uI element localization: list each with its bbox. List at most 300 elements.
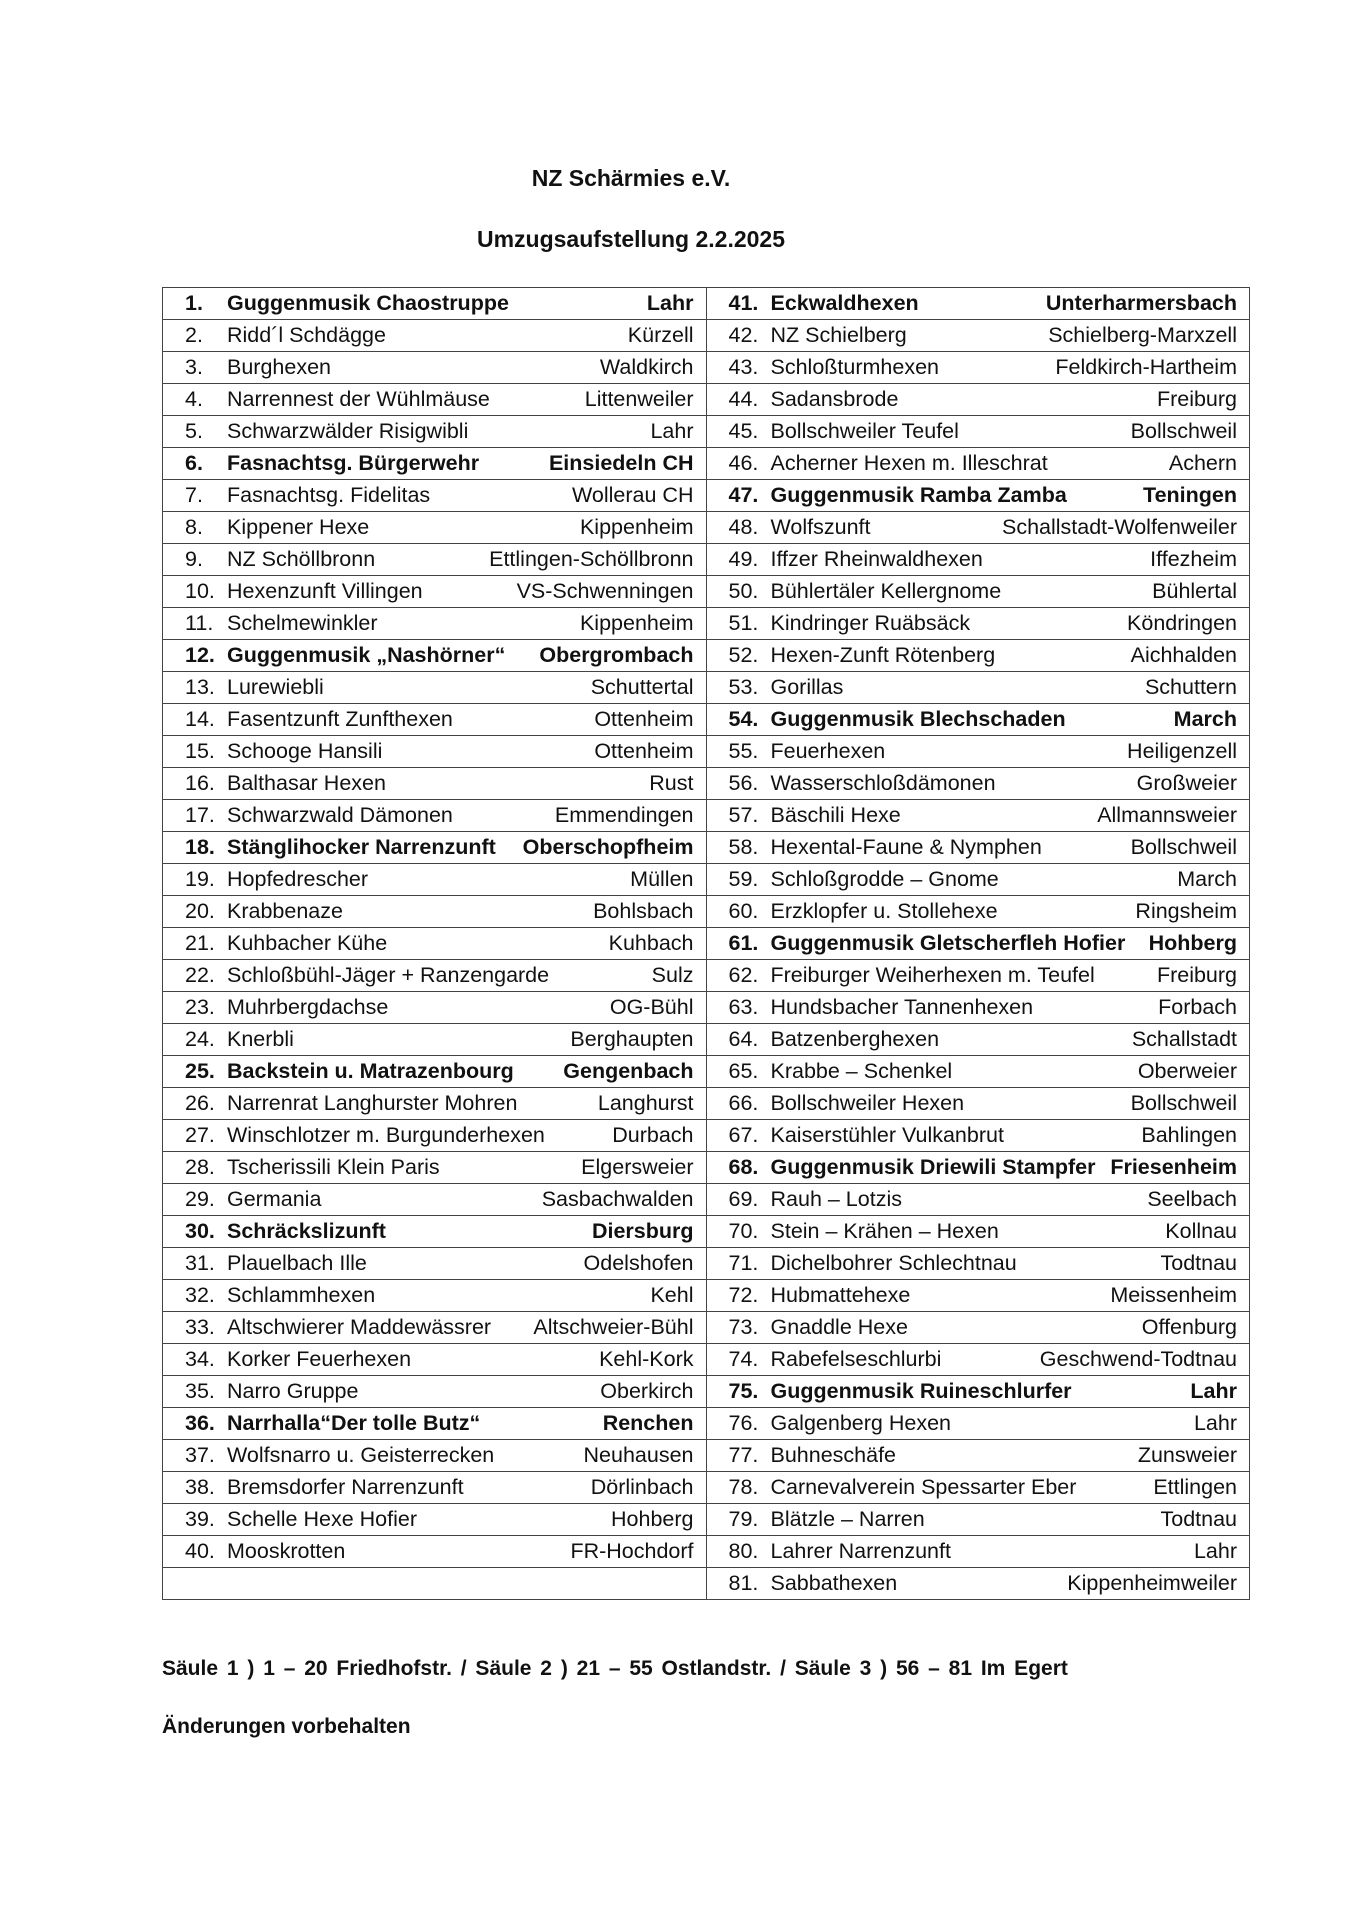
table-row [163, 992, 1250, 1024]
entry-place: Offenburg [1141, 1315, 1237, 1339]
entry-group-name: Erzklopfer u. Stollehexe [770, 899, 998, 923]
table-row [163, 384, 1250, 416]
entry-group-name: Altschwierer Maddewässrer [227, 1315, 492, 1339]
entry-number: 15. [185, 739, 215, 763]
lineup-entry [706, 1440, 1250, 1472]
entry-place: Lahr [1190, 1379, 1237, 1403]
lineup-entry [163, 800, 707, 832]
entry-place: Ottenheim [594, 739, 694, 763]
entry-group-name: Schräckslizunft [227, 1219, 386, 1243]
entry-group-name: Mooskrotten [227, 1539, 346, 1563]
lineup-entry [163, 1152, 707, 1184]
entry-group-name: Muhrbergdachse [227, 995, 389, 1019]
entry-number: 47. [728, 483, 759, 507]
entry-place: Einsiedeln CH [548, 451, 694, 475]
entry-number: 58. [728, 835, 759, 859]
lineup-entry [706, 512, 1250, 544]
entry-group-name: Fasnachtsg. Fidelitas [227, 483, 431, 507]
entry-group-name: Schelmewinkler [227, 611, 378, 635]
lineup-entry [163, 1536, 707, 1568]
entry-number: 69. [728, 1187, 759, 1211]
entry-number: 61. [728, 931, 759, 955]
lineup-entry [706, 1568, 1250, 1600]
entry-group-name: Hexen-Zunft Rötenberg [770, 643, 996, 667]
entry-place: Heiligenzell [1127, 739, 1237, 763]
entry-number: 75. [728, 1379, 759, 1403]
entry-place: Seelbach [1147, 1187, 1237, 1211]
entry-group-name: Schwarzwald Dämonen [227, 803, 453, 827]
table-row [163, 736, 1250, 768]
table-row [163, 288, 1250, 320]
entry-place: Schielberg-Marxzell [1048, 323, 1237, 347]
entry-group-name: Acherner Hexen m. Illeschrat [770, 451, 1048, 475]
table-row [163, 320, 1250, 352]
lineup-entry [163, 1056, 707, 1088]
lineup-entry [706, 1120, 1250, 1152]
entry-number: 62. [728, 963, 759, 987]
entry-place: Lahr [650, 419, 694, 443]
lineup-entry [163, 320, 707, 352]
entry-place: Freiburg [1156, 963, 1237, 987]
lineup-table-body [163, 288, 1250, 1600]
entry-place: Rust [649, 771, 694, 795]
entry-number: 13. [185, 675, 215, 699]
entry-group-name: Narro Gruppe [227, 1379, 359, 1403]
entry-group-name: Guggenmusik Gletscherfleh Hofier [770, 931, 1126, 955]
entry-group-name: Guggenmusik Blechschaden [770, 707, 1066, 731]
lineup-entry [163, 864, 707, 896]
entry-group-name: Guggenmusik Ramba Zamba [770, 483, 1067, 507]
entry-place: Iffezheim [1150, 547, 1237, 571]
entry-number: 74. [728, 1347, 759, 1371]
table-row [163, 800, 1250, 832]
entry-group-name: Eckwaldhexen [770, 291, 919, 315]
entry-place: Kollnau [1165, 1219, 1237, 1243]
lineup-entry [163, 1088, 707, 1120]
lineup-entry [163, 768, 707, 800]
changes-reserved-note: Änderungen vorbehalten [162, 1715, 411, 1738]
lineup-entry [163, 1568, 707, 1600]
entry-group-name: Galgenberg Hexen [770, 1411, 951, 1435]
lineup-entry [163, 832, 707, 864]
entry-number: 32. [185, 1283, 215, 1307]
entry-group-name: Sabbathexen [770, 1571, 898, 1595]
lineup-entry [706, 896, 1250, 928]
entry-number: 28. [185, 1155, 215, 1179]
lineup-entry [706, 1376, 1250, 1408]
entry-place: Diersburg [591, 1219, 694, 1243]
entry-place: Elgersweier [581, 1155, 694, 1179]
entry-group-name: Blätzle – Narren [770, 1507, 925, 1531]
entry-group-name: NZ Schielberg [770, 323, 907, 347]
entry-place: Altschweier-Bühl [533, 1315, 694, 1339]
table-row [163, 1440, 1250, 1472]
entry-number: 80. [728, 1539, 759, 1563]
entry-number: 68. [728, 1155, 759, 1179]
entry-group-name: Feuerhexen [770, 739, 886, 763]
entry-place: Waldkirch [599, 355, 694, 379]
entry-place: FR-Hochdorf [570, 1539, 694, 1563]
entry-number: 19. [185, 867, 215, 891]
entry-place: Geschwend-Todtnau [1039, 1347, 1237, 1371]
entry-place: Bollschweil [1130, 835, 1237, 859]
entry-place: Hohberg [1148, 931, 1237, 955]
lineup-entry [163, 960, 707, 992]
lineup-entry [706, 928, 1250, 960]
entry-group-name: Balthasar Hexen [227, 771, 386, 795]
entry-place: Kuhbach [608, 931, 694, 955]
entry-place: Kippenheimweiler [1067, 1571, 1237, 1595]
entry-number: 16. [185, 771, 215, 795]
lineup-entry [163, 512, 707, 544]
entry-group-name: Schwarzwälder Risigwibli [227, 419, 469, 443]
entry-group-name: Lurewiebli [227, 675, 324, 699]
entry-number: 27. [185, 1123, 215, 1147]
lineup-entry [163, 704, 707, 736]
lineup-entry [163, 416, 707, 448]
lineup-entry [163, 448, 707, 480]
lineup-entry [163, 640, 707, 672]
entry-group-name: Kippener Hexe [227, 515, 370, 539]
entry-place: Hohberg [611, 1507, 694, 1531]
lineup-entry [706, 1344, 1250, 1376]
lineup-entry [163, 1344, 707, 1376]
entry-group-name: Winschlotzer m. Burgunderhexen [227, 1123, 545, 1147]
lineup-entry [706, 800, 1250, 832]
entry-group-name: Schloßbühl-Jäger + Ranzengarde [227, 963, 550, 987]
entry-number: 38. [185, 1475, 215, 1499]
lineup-entry [706, 864, 1250, 896]
entry-group-name: NZ Schöllbronn [227, 547, 376, 571]
lineup-entry [163, 1312, 707, 1344]
lineup-entry [706, 1056, 1250, 1088]
entry-number: 1. [185, 291, 203, 315]
entry-place: Schuttertal [590, 675, 694, 699]
entry-group-name: Bollschweiler Teufel [770, 419, 959, 443]
entry-group-name: Guggenmusik Ruineschlurfer [770, 1379, 1072, 1403]
entry-place: Aichhalden [1130, 643, 1237, 667]
lineup-entry [706, 1088, 1250, 1120]
lineup-entry [706, 1472, 1250, 1504]
entry-place: Achern [1168, 451, 1237, 475]
entry-number: 33. [185, 1315, 215, 1339]
entry-place: Neuhausen [583, 1443, 694, 1467]
entry-place: Schuttern [1144, 675, 1237, 699]
entry-number: 25. [185, 1059, 215, 1083]
entry-place: Ottenheim [594, 707, 694, 731]
entry-number: 55. [728, 739, 759, 763]
entry-place: Bollschweil [1130, 419, 1237, 443]
entry-place: Odelshofen [583, 1251, 694, 1275]
entry-place: Todtnau [1160, 1507, 1237, 1531]
entry-group-name: Schloßturmhexen [770, 355, 939, 379]
entry-place: Renchen [602, 1411, 694, 1435]
lineup-entry [163, 1280, 707, 1312]
entry-place: Kippenheim [579, 515, 694, 539]
entry-group-name: Plauelbach Ille [227, 1251, 367, 1275]
entry-place: Bühlertal [1152, 579, 1237, 603]
entry-number: 39. [185, 1507, 215, 1531]
entry-number: 18. [185, 835, 215, 859]
lineup-entry [706, 992, 1250, 1024]
entry-place: March [1177, 867, 1237, 891]
entry-number: 10. [185, 579, 215, 603]
lineup-entry [163, 384, 707, 416]
entry-number: 40. [185, 1539, 215, 1563]
table-row [163, 480, 1250, 512]
lineup-table [162, 287, 1250, 1600]
entry-group-name: Guggenmusik Driewili Stampfer [770, 1155, 1096, 1179]
entry-number: 67. [728, 1123, 759, 1147]
entry-place: Lahr [1193, 1539, 1237, 1563]
entry-number: 79. [728, 1507, 759, 1531]
entry-number: 46. [728, 451, 759, 475]
entry-group-name: Iffzer Rheinwaldhexen [770, 547, 983, 571]
entry-place: Schallstadt [1131, 1027, 1237, 1051]
table-row [163, 576, 1250, 608]
entry-number: 53. [728, 675, 759, 699]
lineup-entry [163, 736, 707, 768]
entry-place: Todtnau [1160, 1251, 1237, 1275]
entry-number: 43. [728, 355, 759, 379]
entry-group-name: Hexenzunft Villingen [227, 579, 423, 603]
entry-place: Großweier [1136, 771, 1237, 795]
entry-number: 51. [728, 611, 759, 635]
lineup-entry [706, 288, 1250, 320]
lineup-entry [163, 288, 707, 320]
entry-group-name: Krabbenaze [227, 899, 343, 923]
entry-group-name: Narrhalla“Der tolle Butz“ [227, 1411, 481, 1435]
table-row [163, 1088, 1250, 1120]
entry-group-name: Carnevalverein Spessarter Eber [770, 1475, 1077, 1499]
entry-place: Bahlingen [1141, 1123, 1237, 1147]
lineup-entry [163, 1184, 707, 1216]
entry-group-name: Ridd´l Schdägge [227, 323, 386, 347]
entry-place: Zunsweier [1137, 1443, 1237, 1467]
entry-number: 37. [185, 1443, 215, 1467]
lineup-entry [706, 1536, 1250, 1568]
entry-number: 71. [728, 1251, 759, 1275]
entry-number: 70. [728, 1219, 759, 1243]
entry-number: 14. [185, 707, 215, 731]
table-row [163, 1504, 1250, 1536]
entry-number: 12. [185, 643, 215, 667]
entry-place: Kürzell [627, 323, 694, 347]
entry-number: 24. [185, 1027, 215, 1051]
entry-group-name: Backstein u. Matrazenbourg [227, 1059, 514, 1083]
entry-place: Dörlinbach [590, 1475, 694, 1499]
entry-number: 26. [185, 1091, 215, 1115]
table-row [163, 1568, 1250, 1600]
entry-place: Gengenbach [563, 1059, 694, 1083]
entry-group-name: Rabefelseschlurbi [770, 1347, 942, 1371]
column-assignment-note: Säule 1 ) 1 – 20 Friedhofstr. / Säule 2 ) 21 – 55 Ostlandstr. / Säule 3 ) 56 – 81 Im Egert [162, 1657, 1068, 1680]
lineup-entry [163, 1248, 707, 1280]
lineup-entry [706, 1152, 1250, 1184]
lineup-entry [163, 1376, 707, 1408]
entry-group-name: Bäschili Hexe [770, 803, 901, 827]
table-row [163, 832, 1250, 864]
entry-place: Bollschweil [1130, 1091, 1237, 1115]
entry-group-name: Guggenmusik Chaostruppe [227, 291, 509, 315]
table-row [163, 1248, 1250, 1280]
entry-group-name: Bremsdorfer Narrenzunft [227, 1475, 464, 1499]
entry-number: 30. [185, 1219, 215, 1243]
entry-number: 56. [728, 771, 759, 795]
entry-number: 44. [728, 387, 759, 411]
entry-group-name: Buhneschäfe [770, 1443, 897, 1467]
table-row [163, 608, 1250, 640]
entry-group-name: Hubmattehexe [770, 1283, 911, 1307]
lineup-entry [706, 576, 1250, 608]
entry-place: Lahr [646, 291, 694, 315]
entry-group-name: Kindringer Ruäbsäck [770, 611, 971, 635]
table-row [163, 864, 1250, 896]
lineup-entry [163, 928, 707, 960]
lineup-entry [163, 1120, 707, 1152]
entry-number: 50. [728, 579, 759, 603]
entry-number: 29. [185, 1187, 215, 1211]
entry-group-name: Schloßgrodde – Gnome [770, 867, 999, 891]
entry-group-name: Hexental-Faune & Nymphen [770, 835, 1042, 859]
entry-number: 73. [728, 1315, 759, 1339]
lineup-subtitle: Umzugsaufstellung 2.2.2025 [476, 226, 786, 252]
entry-place: VS-Schwenningen [516, 579, 694, 603]
lineup-entry [706, 1024, 1250, 1056]
lineup-entry [163, 672, 707, 704]
lineup-entry [163, 992, 707, 1024]
entry-place: Bohlsbach [593, 899, 694, 923]
entry-group-name: Burghexen [227, 355, 331, 379]
entry-place: Freiburg [1156, 387, 1237, 411]
table-row [163, 1472, 1250, 1504]
lineup-entry [163, 608, 707, 640]
entry-place: Feldkirch-Hartheim [1055, 355, 1237, 379]
lineup-entry [163, 1024, 707, 1056]
entry-number: 45. [728, 419, 759, 443]
entry-place: Langhurst [597, 1091, 694, 1115]
table-row [163, 896, 1250, 928]
lineup-entry [163, 1472, 707, 1504]
entry-group-name: Batzenberghexen [770, 1027, 940, 1051]
lineup-entry [706, 672, 1250, 704]
entry-number: 60. [728, 899, 759, 923]
entry-number: 78. [728, 1475, 759, 1499]
table-row [163, 1344, 1250, 1376]
entry-number: 17. [185, 803, 215, 827]
table-row [163, 448, 1250, 480]
entry-place: Sulz [651, 963, 694, 987]
entry-number: 49. [728, 547, 759, 571]
entry-place: Oberweier [1137, 1059, 1237, 1083]
entry-place: Kehl [650, 1283, 694, 1307]
lineup-entry [706, 480, 1250, 512]
entry-place: Ettlingen-Schöllbronn [489, 547, 694, 571]
table-row [163, 1024, 1250, 1056]
lineup-entry [163, 1440, 707, 1472]
entry-group-name: Krabbe – Schenkel [770, 1059, 953, 1083]
entry-number: 66. [728, 1091, 759, 1115]
entry-number: 21. [185, 931, 215, 955]
lineup-entry [706, 1408, 1250, 1440]
entry-group-name: Schelle Hexe Hofier [227, 1507, 418, 1531]
entry-number: 77. [728, 1443, 759, 1467]
table-row [163, 1312, 1250, 1344]
entry-group-name: Tscherissili Klein Paris [227, 1155, 440, 1179]
entry-number: 22. [185, 963, 215, 987]
lineup-entry [706, 1280, 1250, 1312]
table-row [163, 640, 1250, 672]
lineup-entry [706, 1248, 1250, 1280]
entry-place: March [1173, 707, 1237, 731]
entry-number: 54. [728, 707, 759, 731]
entry-group-name: Bollschweiler Hexen [770, 1091, 965, 1115]
table-row [163, 352, 1250, 384]
entry-group-name: Kuhbacher Kühe [227, 931, 388, 955]
entry-number: 52. [728, 643, 759, 667]
table-row [163, 512, 1250, 544]
entry-number: 81. [728, 1571, 759, 1595]
lineup-entry [706, 1184, 1250, 1216]
entry-number: 9. [185, 547, 203, 571]
entry-number: 59. [728, 867, 759, 891]
entry-group-name: Wolfsnarro u. Geisterrecken [227, 1443, 495, 1467]
entry-number: 76. [728, 1411, 759, 1435]
entry-place: Ettlingen [1153, 1475, 1237, 1499]
entry-group-name: Stänglihocker Narrenzunft [227, 835, 496, 859]
entry-group-name: Rauh – Lotzis [770, 1187, 902, 1211]
table-row [163, 1280, 1250, 1312]
entry-group-name: Freiburger Weiherhexen m. Teufel [770, 963, 1095, 987]
lineup-entry [163, 576, 707, 608]
table-row [163, 928, 1250, 960]
table-row [163, 672, 1250, 704]
lineup-entry [163, 896, 707, 928]
entry-place: Köndringen [1127, 611, 1237, 635]
lineup-entry [706, 320, 1250, 352]
entry-place: Littenweiler [584, 387, 694, 411]
entry-place: Wollerau CH [572, 483, 694, 507]
lineup-entry [706, 832, 1250, 864]
entry-group-name: Korker Feuerhexen [227, 1347, 412, 1371]
table-row [163, 1376, 1250, 1408]
lineup-entry [706, 448, 1250, 480]
entry-group-name: Schlammhexen [227, 1283, 376, 1307]
entry-place: Kippenheim [579, 611, 694, 635]
entry-group-name: Hopfedrescher [227, 867, 369, 891]
entry-group-name: Wasserschloßdämonen [770, 771, 996, 795]
entry-group-name: Dichelbohrer Schlechtnau [770, 1251, 1017, 1275]
entry-group-name: Schooge Hansili [227, 739, 383, 763]
entry-group-name: Wolfszunft [770, 515, 871, 539]
lineup-entry [706, 704, 1250, 736]
entry-number: 64. [728, 1027, 759, 1051]
table-row [163, 1216, 1250, 1248]
entry-place: Forbach [1158, 995, 1237, 1019]
table-row [163, 1152, 1250, 1184]
lineup-entry [706, 544, 1250, 576]
entry-group-name: Lahrer Narrenzunft [770, 1539, 951, 1563]
entry-group-name: Narrennest der Wühlmäuse [227, 387, 490, 411]
table-row [163, 544, 1250, 576]
entry-number: 23. [185, 995, 215, 1019]
entry-number: 11. [185, 611, 214, 635]
entry-place: OG-Bühl [609, 995, 694, 1019]
entry-place: Schallstadt-Wolfenweiler [1001, 515, 1237, 539]
entry-number: 7. [185, 483, 203, 507]
entry-group-name: Fasnachtsg. Bürgerwehr [227, 451, 480, 475]
lineup-entry [163, 1504, 707, 1536]
